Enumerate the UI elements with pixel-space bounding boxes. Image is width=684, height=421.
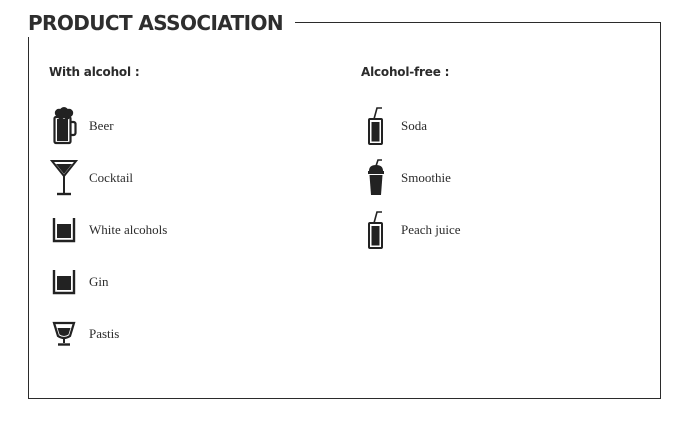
straw-glass-icon (361, 210, 391, 250)
list-item-gin (49, 256, 167, 308)
smoothie-cup-icon (361, 158, 391, 198)
tumbler-glass-icon (49, 210, 79, 250)
with-alcohol-heading: With alcohol : (49, 65, 140, 79)
alcohol-free-column (361, 64, 461, 256)
list-item-smoothie (361, 152, 461, 204)
list-item-cocktail (49, 152, 167, 204)
with-alcohol-column (49, 64, 167, 360)
cocktail-glass-icon (49, 158, 79, 198)
item-label-peach-juice: Peach juice (401, 222, 461, 237)
beer-mug-icon (49, 106, 79, 146)
list-item-white-alcohols (49, 204, 167, 256)
item-label-white-alcohols: White alcohols (89, 222, 168, 237)
list-item-pastis (49, 308, 167, 360)
list-item-peach-juice (361, 204, 461, 256)
list-item-beer (49, 100, 167, 152)
item-label-beer: Beer (89, 118, 114, 133)
alcohol-free-heading: Alcohol-free : (361, 65, 450, 79)
item-label-gin: Gin (89, 274, 109, 289)
item-label-cocktail: Cocktail (89, 170, 134, 185)
list-item-soda (361, 100, 461, 152)
pastis-glass-icon (49, 314, 79, 354)
tumbler-glass-icon (49, 262, 79, 302)
item-label-smoothie: Smoothie (401, 170, 451, 185)
item-label-pastis: Pastis (89, 326, 120, 341)
item-label-soda: Soda (401, 118, 427, 133)
page-title: PRODUCT ASSOCIATION (28, 9, 295, 37)
straw-glass-icon (361, 106, 391, 146)
